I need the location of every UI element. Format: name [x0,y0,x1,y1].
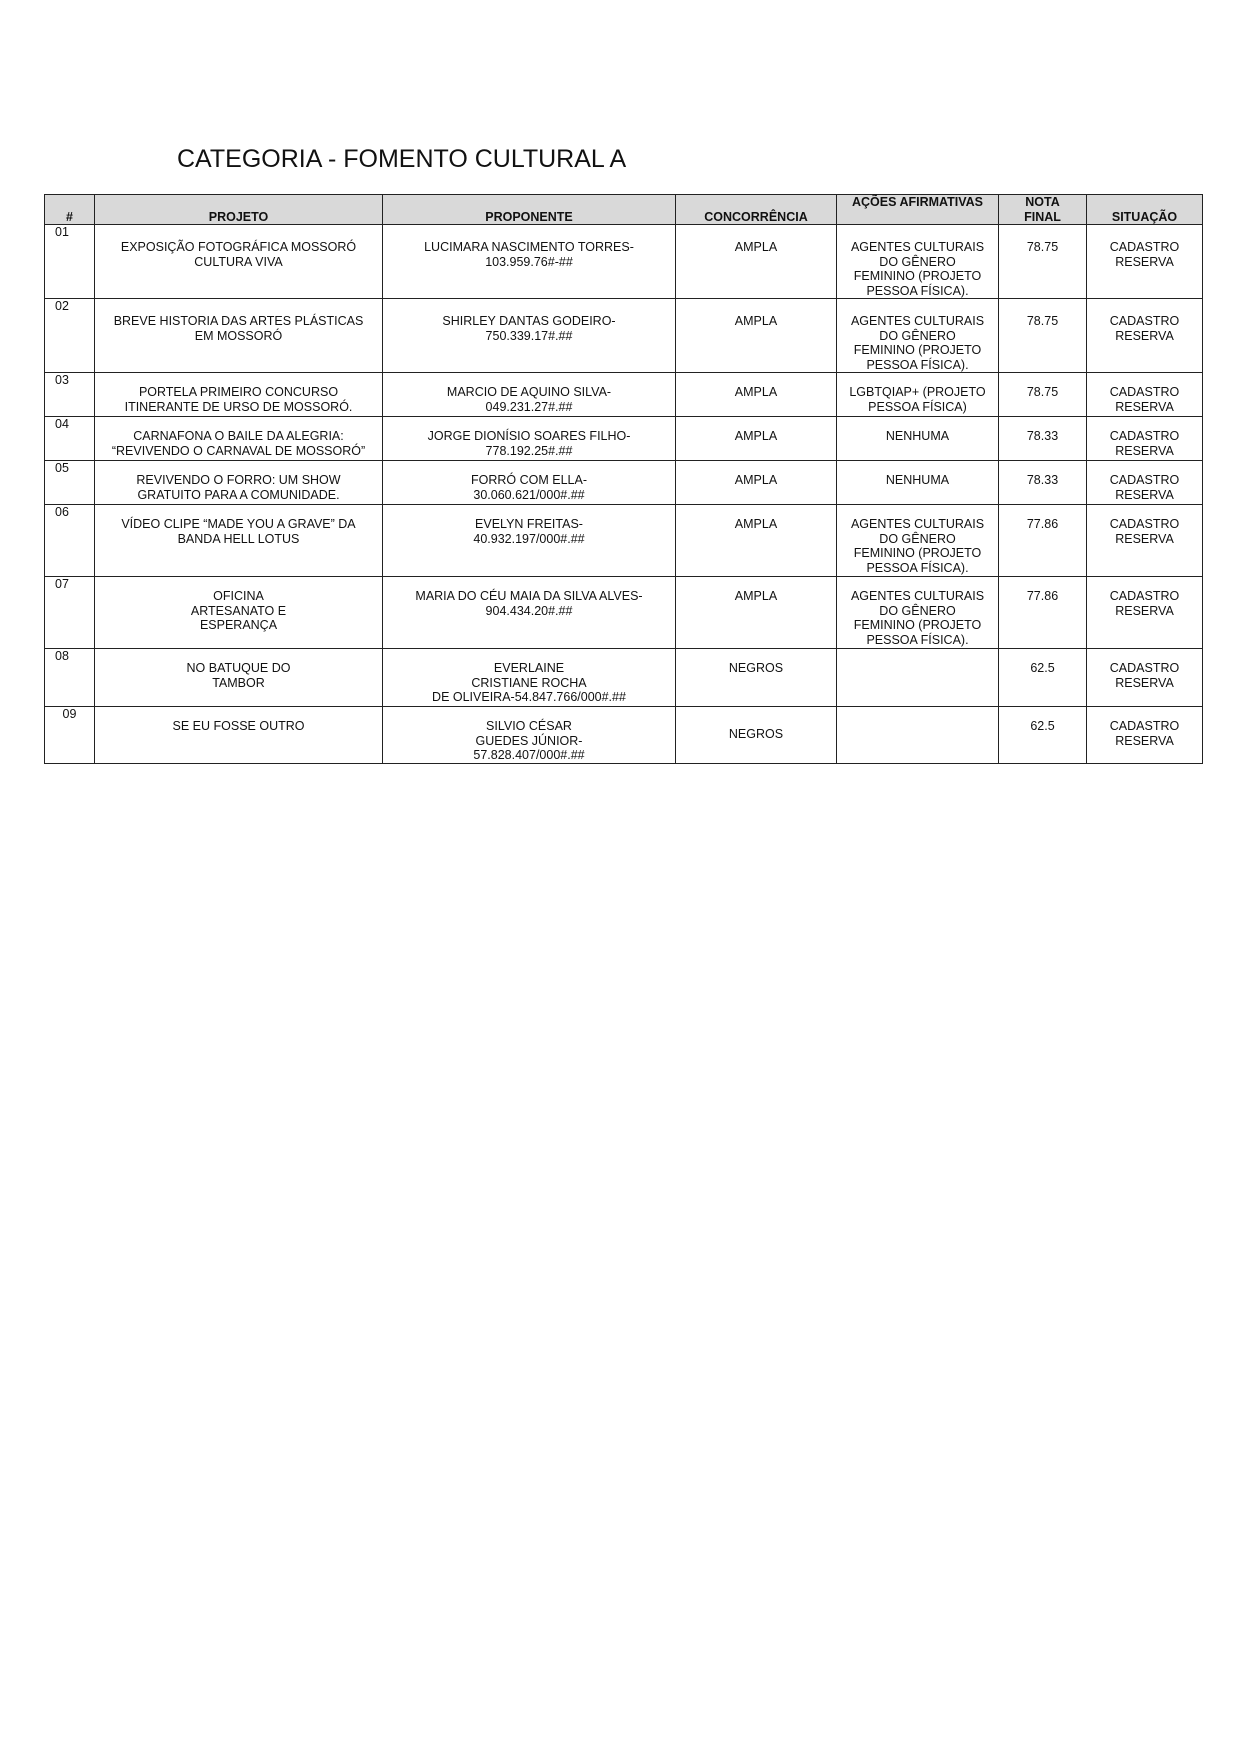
header-situacao: SITUAÇÃO [1087,195,1203,225]
row-num: 08 [45,649,95,707]
cell-proponente: LUCIMARA NASCIMENTO TORRES- 103.959.76#-## [383,225,676,299]
cell-concorrencia: AMPLA [676,299,837,373]
cell-acoes: AGENTES CULTURAIS DO GÊNERO FEMININO (PROJETO PESSOA FÍSICA). [837,225,999,299]
table-row [45,577,1203,649]
table-row [45,707,1203,764]
cell-projeto: EXPOSIÇÃO FOTOGRÁFICA MOSSORÓ CULTURA VIVA [95,225,383,299]
header-proponente: PROPONENTE [383,195,676,225]
row-num: 06 [45,505,95,577]
cell-projeto: NO BATUQUE DO TAMBOR [95,649,383,707]
cell-nota: 78.75 [999,225,1087,299]
cell-nota: 62.5 [999,707,1087,764]
header-concorrencia: CONCORRÊNCIA [676,195,837,225]
cell-nota: 78.75 [999,299,1087,373]
cell-concorrencia: AMPLA [676,373,837,417]
cell-acoes: AGENTES CULTURAIS DO GÊNERO FEMININO (PROJETO PESSOA FÍSICA). [837,299,999,373]
cell-nota: 78.33 [999,461,1087,505]
cell-projeto: PORTELA PRIMEIRO CONCURSO ITINERANTE DE URSO DE MOSSORÓ. [95,373,383,417]
header-acoes: AÇÕES AFIRMATIVAS [837,195,999,225]
header-projeto: PROJETO [95,195,383,225]
cell-concorrencia: NEGROS [676,649,837,707]
cell-concorrencia: AMPLA [676,461,837,505]
cell-situacao: CADASTRO RESERVA [1087,461,1203,505]
results-table [44,194,1203,764]
table-row [45,299,1203,373]
cell-acoes [837,649,999,707]
cell-acoes: LGBTQIAP+ (PROJETO PESSOA FÍSICA) [837,373,999,417]
cell-situacao: CADASTRO RESERVA [1087,707,1203,764]
cell-acoes: NENHUMA [837,417,999,461]
cell-proponente: SILVIO CÉSAR GUEDES JÚNIOR- 57.828.407/000#.## [383,707,676,764]
cell-nota: 77.86 [999,577,1087,649]
cell-situacao: CADASTRO RESERVA [1087,225,1203,299]
header-num: # [45,195,95,225]
cell-acoes: NENHUMA [837,461,999,505]
cell-situacao: CADASTRO RESERVA [1087,649,1203,707]
cell-situacao: CADASTRO RESERVA [1087,505,1203,577]
cell-projeto: CARNAFONA O BAILE DA ALEGRIA: “REVIVENDO O CARNAVAL DE MOSSORÓ” [95,417,383,461]
cell-projeto: BREVE HISTORIA DAS ARTES PLÁSTICAS EM MOSSORÓ [95,299,383,373]
row-num: 01 [45,225,95,299]
row-num: 03 [45,373,95,417]
header-row [45,195,1203,225]
cell-proponente: EVELYN FREITAS- 40.932.197/000#.## [383,505,676,577]
cell-acoes [837,707,999,764]
row-num: 09 [45,707,95,764]
cell-proponente: JORGE DIONÍSIO SOARES FILHO- 778.192.25#.## [383,417,676,461]
table-row [45,505,1203,577]
cell-situacao: CADASTRO RESERVA [1087,299,1203,373]
cell-nota: 62.5 [999,649,1087,707]
cell-acoes: AGENTES CULTURAIS DO GÊNERO FEMININO (PROJETO PESSOA FÍSICA). [837,577,999,649]
table-row [45,649,1203,707]
row-num: 07 [45,577,95,649]
cell-proponente: SHIRLEY DANTAS GODEIRO- 750.339.17#.## [383,299,676,373]
cell-proponente: MARCIO DE AQUINO SILVA- 049.231.27#.## [383,373,676,417]
header-nota: NOTA FINAL [999,195,1087,225]
row-num: 05 [45,461,95,505]
cell-projeto: VÍDEO CLIPE “MADE YOU A GRAVE” DA BANDA HELL LOTUS [95,505,383,577]
table-row [45,373,1203,417]
table-row [45,461,1203,505]
cell-acoes: AGENTES CULTURAIS DO GÊNERO FEMININO (PROJETO PESSOA FÍSICA). [837,505,999,577]
cell-concorrencia: AMPLA [676,225,837,299]
cell-concorrencia: AMPLA [676,505,837,577]
cell-concorrencia: AMPLA [676,577,837,649]
cell-concorrencia: AMPLA [676,417,837,461]
cell-projeto: REVIVENDO O FORRO: UM SHOW GRATUITO PARA A COMUNIDADE. [95,461,383,505]
cell-situacao: CADASTRO RESERVA [1087,417,1203,461]
cell-concorrencia: NEGROS [676,707,837,764]
cell-nota: 78.75 [999,373,1087,417]
cell-projeto: OFICINA ARTESANATO E ESPERANÇA [95,577,383,649]
cell-nota: 77.86 [999,505,1087,577]
table-row [45,417,1203,461]
cell-proponente: MARIA DO CÉU MAIA DA SILVA ALVES- 904.434.20#.## [383,577,676,649]
cell-proponente: FORRÓ COM ELLA- 30.060.621/000#.## [383,461,676,505]
row-num: 02 [45,299,95,373]
page-title: CATEGORIA - FOMENTO CULTURAL A [177,145,627,173]
cell-proponente: EVERLAINE CRISTIANE ROCHA DE OLIVEIRA-54.847.766/000#.## [383,649,676,707]
cell-situacao: CADASTRO RESERVA [1087,577,1203,649]
cell-nota: 78.33 [999,417,1087,461]
cell-projeto: SE EU FOSSE OUTRO [95,707,383,764]
row-num: 04 [45,417,95,461]
table-row [45,225,1203,299]
cell-situacao: CADASTRO RESERVA [1087,373,1203,417]
